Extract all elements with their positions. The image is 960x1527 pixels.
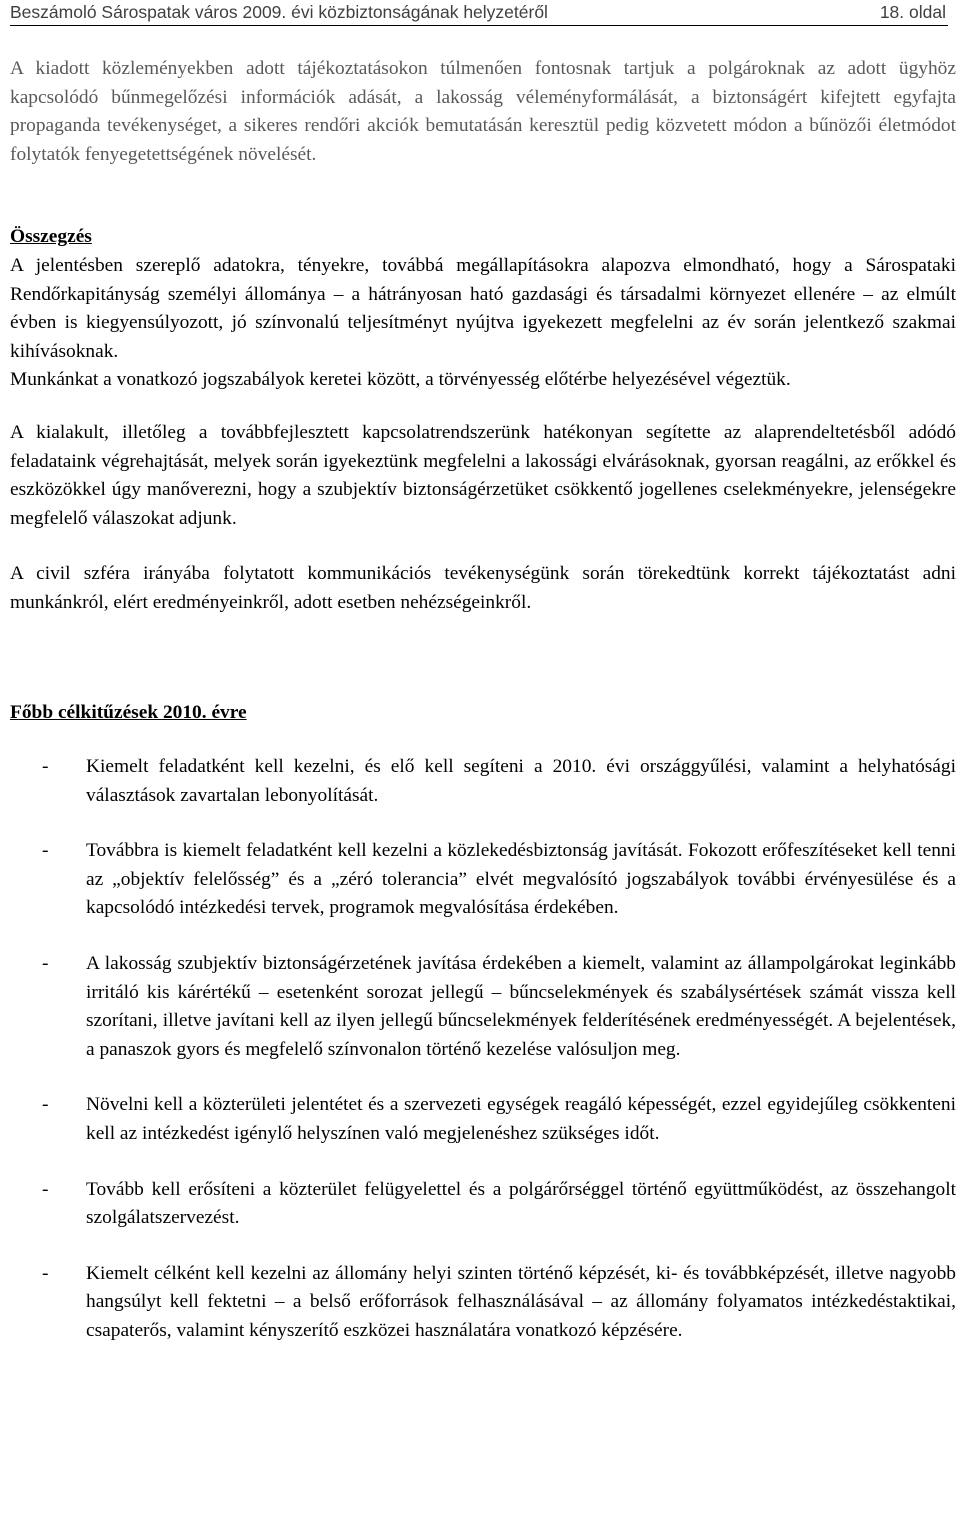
summary-paragraph-4: A civil szféra irányába folytatott kommunikációs tevékenységünk során törekedtünk korrekt tájékoztatást adni munkánkról, elért eredményeinkről, adott esetben nehézségeinkről. bbox=[10, 563, 956, 613]
goal-item-text: A lakosság szubjektív biztonságérzetének javítása érdekében a kiemelt, valamint az állampolgárokat leginkább irritáló kis kárértékű – esetenként sorozat jellegű – bűncselekmények és szabálysértések számát vissza kell szorítani, illetve javítani kell az ilyen jellegű bűncselekmények felderítésének eredményességét. A bejelentések, a panaszok gyors és megfelelő színvonalon történő kezelése valósuljon meg. bbox=[86, 953, 956, 1060]
list-bullet: - bbox=[42, 953, 49, 975]
goals-heading: Főbb célkitűzések 2010. évre bbox=[10, 701, 247, 723]
list-bullet: - bbox=[42, 1094, 49, 1116]
goal-item-text: Kiemelt célként kell kezelni az állomány helyi szinten történő képzését, ki- és továbbképzését, illetve nagyobb hangsúlyt kell fektetni – a belső erőforrások felhasználásával – az állomány folyamatos intézkedéstaktikai, csapaterős, valamint kényszerítő eszközei használatára vonatkozó képzésére. bbox=[86, 1262, 956, 1341]
intro-paragraph: A kiadott közleményekben adott tájékoztatásokon túlmenően fontosnak tartjuk a polgároknak az adott ügyhöz kapcsolódó bűnmegelőzési információk adását, a lakosság véleményformálását, a biztonságért kifejtett egyfajta propaganda tevékenységet, a sikeres rendőri akciók bemutatásán keresztül pedig közvetett módon a bűnözői életmódot folytatók fenyegetettségének növelését. bbox=[10, 58, 956, 165]
list-bullet: - bbox=[42, 756, 49, 778]
summary-paragraph-3: A kialakult, illetőleg a továbbfejlesztett kapcsolatrendszerünk hatékonyan segítette az alaprendeltetésből adódó feladataink végrehajtását, melyek során igyekeztünk megfelelni a lakossági elvárásoknak, gyorsan reagálni, az erőkkel és eszközökkel úgy manőverezni, hogy a szubjektív biztonságérzetüket csökkentő jogellenes cselekményekre, jelenségekre megfelelő válaszokat adjunk. bbox=[10, 421, 956, 529]
goal-item-text: Növelni kell a közterületi jelentétet és a szervezeti egységek reagáló képességét, ezzel egyidejűleg csökkenteni kell az intézkedést igénylő helyszínen való megjelenéshez szükséges időt. bbox=[86, 1094, 956, 1145]
goal-item-text: Tovább kell erősíteni a közterület felügyelettel és a polgárőrséggel történő együttműködést, az összehangolt szolgálatszervezést. bbox=[86, 1178, 956, 1229]
goal-item-text: Kiemelt feladatként kell kezelni, és elő kell segíteni a 2010. évi országgyűlési, valamint a helyhatósági választások zavartalan lebonyolítását. bbox=[86, 756, 956, 806]
goal-item-2 bbox=[10, 837, 956, 923]
summary-heading: Összegzés bbox=[10, 226, 92, 248]
header-title: Beszámoló Sárospatak város 2009. évi közbiztonságának helyzetéről bbox=[10, 2, 548, 22]
goal-item-4 bbox=[10, 1091, 956, 1148]
goals-list bbox=[10, 753, 956, 1346]
summary-paragraph-2: Munkánkat a vonatkozó jogszabályok keretei között, a törvényesség előtérbe helyezésével végeztük. bbox=[10, 369, 791, 391]
list-bullet: - bbox=[42, 840, 49, 862]
goal-item-5 bbox=[10, 1176, 956, 1233]
goal-item-1 bbox=[10, 753, 956, 810]
goal-item-text: Továbbra is kiemelt feladatként kell kezelni a közlekedésbiztonság javítását. Fokozott erőfeszítéseket kell tenni az „objektív felelősség” és a „zéró tolerancia” elvét megvalósító jogszabályok további érvényesülése és a kapcsolódó intézkedési tervek, programok megvalósítása érdekében. bbox=[86, 840, 956, 919]
goal-item-3 bbox=[10, 950, 956, 1064]
header-page-number: 18. oldal bbox=[879, 2, 946, 22]
list-bullet: - bbox=[42, 1178, 49, 1200]
list-bullet: - bbox=[42, 1262, 49, 1284]
page-header bbox=[10, 0, 948, 26]
summary-paragraph-1: A jelentésben szereplő adatokra, tényekre, továbbá megállapításokra alapozva elmondható, hogy a Sárospataki Rendőrkapitányság személyi állománya – a hátrányosan ható gazdasági és társadalmi környezet ellenére – az elmúlt évben is kiegyensúlyozott, jó színvonalú teljesítményt nyújtva igyekezett megfelelni az év során jelentkező szakmai kihívásoknak. bbox=[10, 254, 956, 362]
goal-item-6 bbox=[10, 1260, 956, 1346]
